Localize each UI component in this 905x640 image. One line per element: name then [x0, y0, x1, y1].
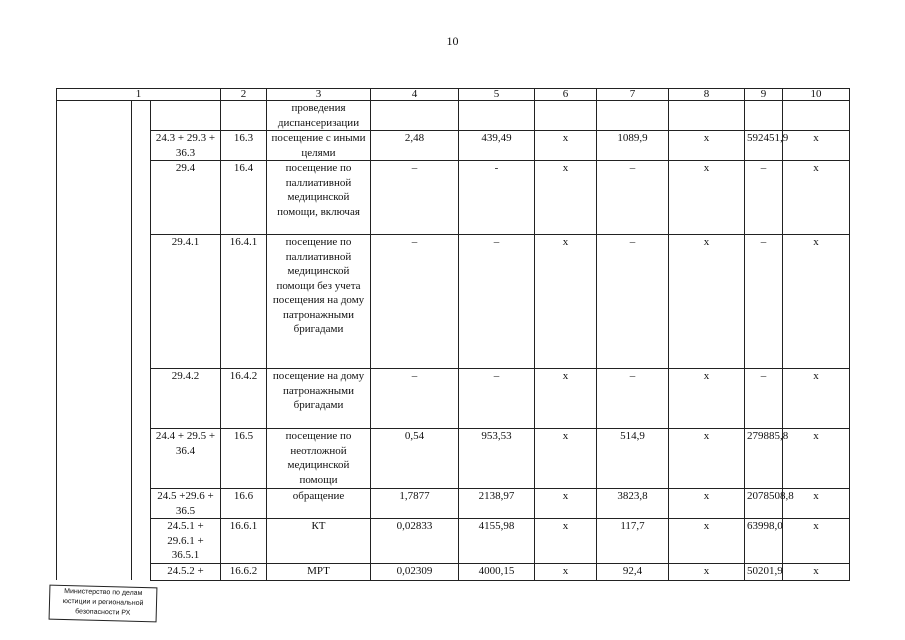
value-cell: 50201,9: [745, 563, 783, 580]
blank-cell: [57, 101, 151, 131]
code-cell: 16.6: [221, 489, 267, 519]
value-cell: 0,02833: [371, 519, 459, 564]
ref-cell: 29.4.1: [151, 235, 221, 369]
header-cell: 8: [669, 89, 745, 101]
header-row: [57, 89, 850, 101]
table-row: [57, 489, 850, 519]
value-cell: x: [669, 131, 745, 161]
value-cell: x: [783, 563, 850, 580]
stamp-line: безопасности РХ: [75, 608, 131, 617]
blank-cell: [57, 161, 151, 235]
page-number: 10: [446, 34, 459, 48]
table-row: [57, 161, 850, 235]
value-cell: 0,54: [371, 429, 459, 489]
value-cell: x: [783, 429, 850, 489]
value-cell: –: [459, 369, 535, 429]
code-cell: 16.3: [221, 131, 267, 161]
ref-cell: 29.4: [151, 161, 221, 235]
value-cell: x: [535, 489, 597, 519]
table-row: [57, 563, 850, 580]
header-cell: 4: [371, 89, 459, 101]
table-row: [57, 131, 850, 161]
value-cell: 439,49: [459, 131, 535, 161]
value-cell: 953,53: [459, 429, 535, 489]
name-cell: посещение по неотложной медицинской помощи: [267, 429, 371, 489]
value-cell: –: [745, 161, 783, 235]
ministry-stamp: [49, 585, 158, 623]
value-cell: x: [535, 429, 597, 489]
blank-cell: [57, 489, 151, 519]
data-table: [56, 88, 850, 581]
code-cell: 16.6.2: [221, 563, 267, 580]
value-cell: x: [535, 131, 597, 161]
table-row: [57, 429, 850, 489]
name-cell: посещение с иными целями: [267, 131, 371, 161]
value-cell: x: [669, 235, 745, 369]
header-cell: 9: [745, 89, 783, 101]
value-cell: [535, 101, 597, 131]
value-cell: 514,9: [597, 429, 669, 489]
code-cell: 16.6.1: [221, 519, 267, 564]
table-row: [57, 101, 850, 131]
ref-cell: 24.5.2 +: [151, 563, 221, 580]
table-row: [57, 369, 850, 429]
value-cell: –: [745, 369, 783, 429]
blank-cell: [57, 563, 151, 580]
value-cell: 2078508,8: [745, 489, 783, 519]
ref-cell: 24.4 + 29.5 + 36.4: [151, 429, 221, 489]
value-cell: [597, 101, 669, 131]
code-cell: 16.4.2: [221, 369, 267, 429]
header-cell: 3: [267, 89, 371, 101]
stamp-line: Министерство по делам: [64, 587, 143, 598]
value-cell: –: [745, 235, 783, 369]
code-cell: [221, 101, 267, 131]
blank-cell: [57, 235, 151, 369]
header-cell: 2: [221, 89, 267, 101]
table-row: [57, 235, 850, 369]
name-cell: посещение по паллиативной медицинской помощи без учета посещения на дому патронажными бригадами: [267, 235, 371, 369]
stamp-line: юстиции и региональной: [62, 597, 144, 608]
header-cell: 7: [597, 89, 669, 101]
value-cell: x: [669, 489, 745, 519]
value-cell: x: [783, 235, 850, 369]
name-cell: МРТ: [267, 563, 371, 580]
value-cell: –: [371, 369, 459, 429]
value-cell: 117,7: [597, 519, 669, 564]
value-cell: x: [669, 563, 745, 580]
header-cell: 5: [459, 89, 535, 101]
blank-cell: [57, 519, 151, 564]
code-cell: 16.4: [221, 161, 267, 235]
value-cell: –: [597, 161, 669, 235]
value-cell: 4155,98: [459, 519, 535, 564]
code-cell: 16.4.1: [221, 235, 267, 369]
value-cell: x: [669, 369, 745, 429]
blank-cell: [57, 429, 151, 489]
value-cell: [669, 101, 745, 131]
name-cell: КТ: [267, 519, 371, 564]
value-cell: x: [669, 161, 745, 235]
blank-cell: [57, 369, 151, 429]
ref-cell: 24.5 +29.6 + 36.5: [151, 489, 221, 519]
value-cell: 592451,9: [745, 131, 783, 161]
value-cell: 3823,8: [597, 489, 669, 519]
ref-cell: 24.3 + 29.3 + 36.3: [151, 131, 221, 161]
value-cell: [745, 101, 783, 131]
ref-cell: 29.4.2: [151, 369, 221, 429]
value-cell: -: [459, 161, 535, 235]
header-cell: 10: [783, 89, 850, 101]
value-cell: 1,7877: [371, 489, 459, 519]
value-cell: –: [371, 235, 459, 369]
value-cell: x: [535, 519, 597, 564]
value-cell: [783, 101, 850, 131]
name-cell: посещение по паллиативной медицинской помощи, включая: [267, 161, 371, 235]
name-cell: посещение на дому патронажными бригадами: [267, 369, 371, 429]
value-cell: 4000,15: [459, 563, 535, 580]
value-cell: x: [535, 563, 597, 580]
value-cell: x: [783, 369, 850, 429]
ref-cell: [151, 101, 221, 131]
value-cell: 0,02309: [371, 563, 459, 580]
value-cell: 1089,9: [597, 131, 669, 161]
value-cell: x: [669, 429, 745, 489]
value-cell: [459, 101, 535, 131]
value-cell: 92,4: [597, 563, 669, 580]
value-cell: x: [783, 131, 850, 161]
value-cell: x: [669, 519, 745, 564]
value-cell: –: [459, 235, 535, 369]
value-cell: x: [783, 519, 850, 564]
value-cell: x: [783, 489, 850, 519]
table-row: [57, 519, 850, 564]
blank-cell: [57, 131, 151, 161]
value-cell: x: [535, 235, 597, 369]
value-cell: 63998,0: [745, 519, 783, 564]
header-cell: 6: [535, 89, 597, 101]
code-cell: 16.5: [221, 429, 267, 489]
ref-cell: 24.5.1 + 29.6.1 + 36.5.1: [151, 519, 221, 564]
value-cell: x: [535, 161, 597, 235]
value-cell: 2138,97: [459, 489, 535, 519]
value-cell: x: [783, 161, 850, 235]
value-cell: x: [535, 369, 597, 429]
header-cell: 1: [57, 89, 221, 101]
value-cell: 279885,8: [745, 429, 783, 489]
name-cell: обращение: [267, 489, 371, 519]
value-cell: 2,48: [371, 131, 459, 161]
value-cell: –: [597, 369, 669, 429]
value-cell: –: [371, 161, 459, 235]
name-cell: проведения диспансеризации: [267, 101, 371, 131]
value-cell: [371, 101, 459, 131]
value-cell: –: [597, 235, 669, 369]
